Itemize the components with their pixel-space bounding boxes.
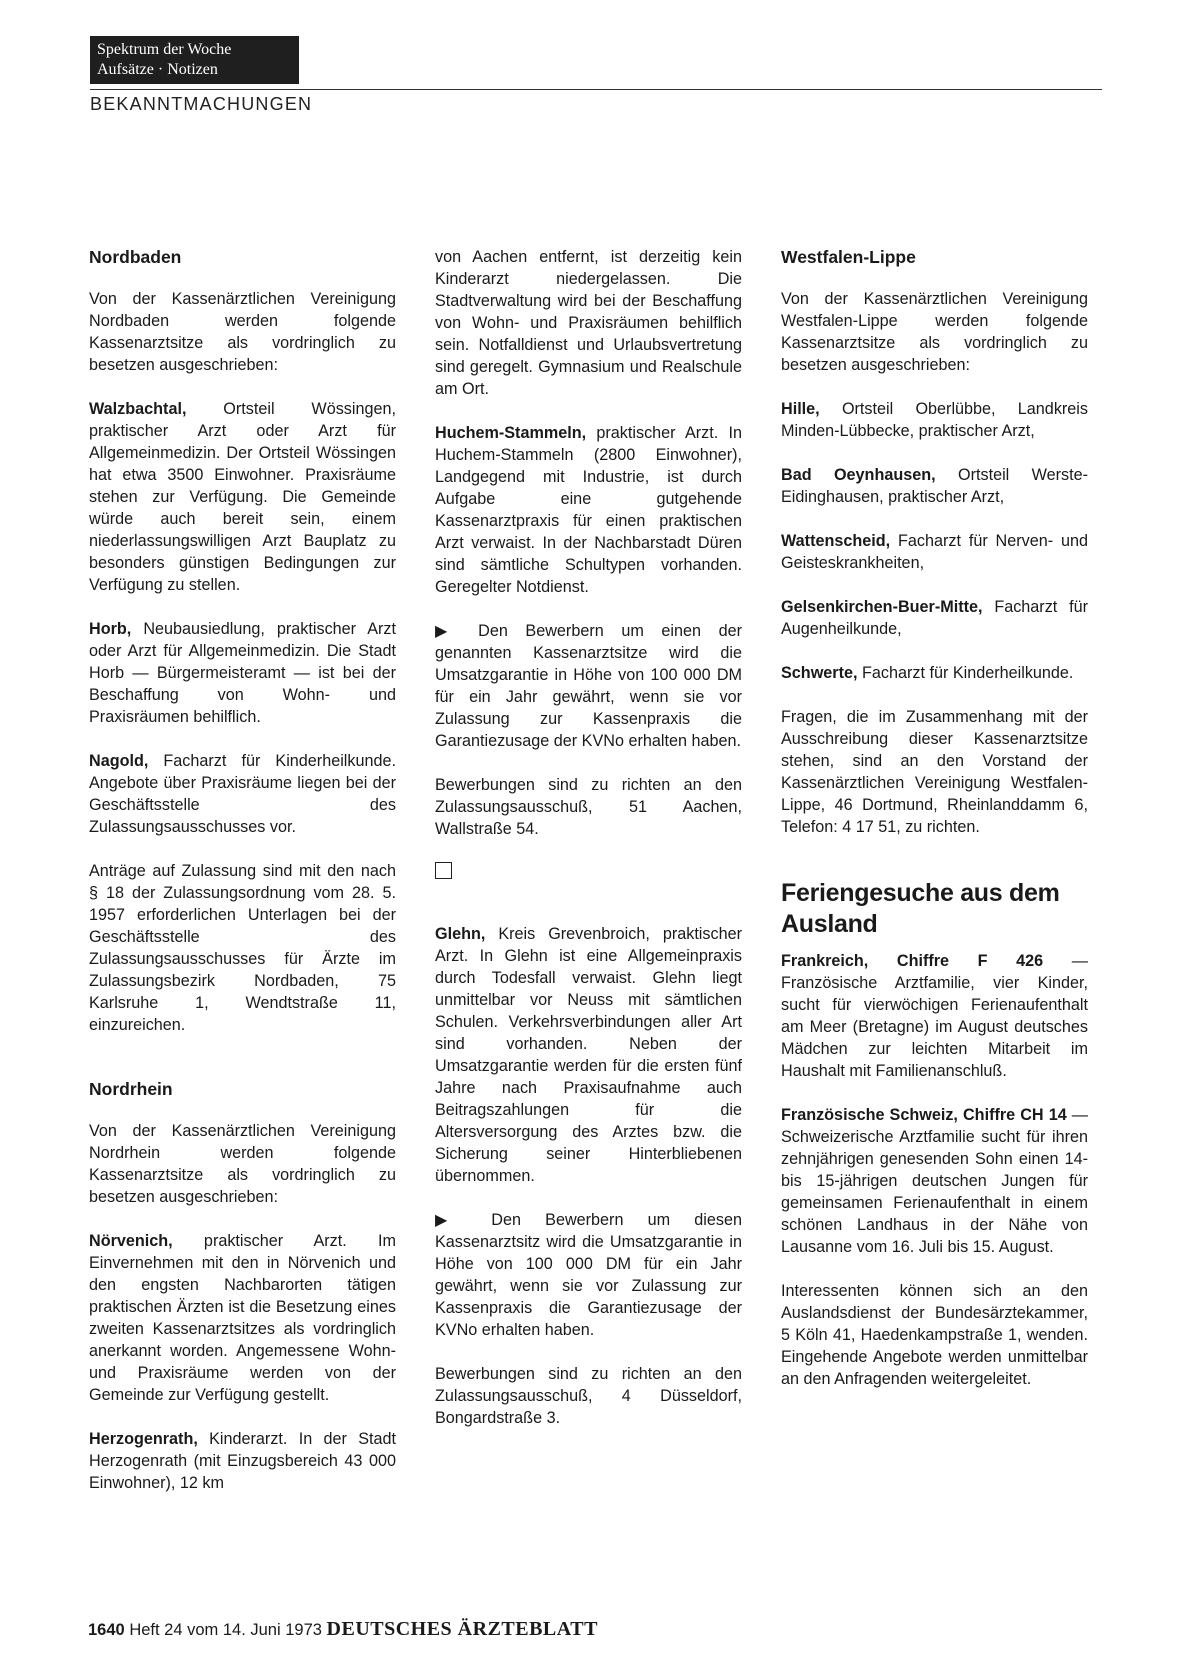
magazine-title: DEUTSCHES ÄRZTEBLATT [326, 1618, 598, 1640]
entry-place: Walzbachtal, [89, 400, 187, 418]
entry-place: Horb, [89, 620, 132, 638]
header-rule [90, 89, 1102, 90]
entry-hille [781, 398, 1088, 442]
entry-text: Facharzt für Kinderheilkunde. Angebote über Praxisräume liegen bei der Geschäftsstelle des Zulassungsausschusses vor. [89, 752, 396, 836]
entry-gelsenkirchen [781, 596, 1088, 640]
separator-box-icon [435, 862, 452, 879]
entry-place: Hille, [781, 400, 820, 418]
entry-horb [89, 618, 396, 728]
entry-text: Facharzt für Nerven- und Geisteskrankheiten, [781, 532, 1088, 572]
entry-nagold [89, 750, 396, 838]
entry-frankreich [781, 950, 1088, 1082]
page-footer [88, 1618, 598, 1641]
entry-text: Ortsteil Wössingen, praktischer Arzt oder Arzt für Allgemeinmedizin. Der Ortsteil Wössingen hat etwa 3500 Einwohner. Praxisräume stehen zur Verfügung. Die Gemeinde würde auch bereit sein, einem niederlassungswilligen Arzt Bauplatz zu besonders günstigen Bedingungen zur Verfügung zu stellen. [89, 400, 396, 594]
entry-place: Nörvenich, [89, 1232, 173, 1250]
entry-place: Glehn, [435, 925, 486, 943]
entry-text: Ortsteil Werste-Eidinghausen, praktischer Arzt, [781, 466, 1089, 506]
section-label: BEKANNTMACHUNGEN [90, 94, 313, 114]
entry-text: Neubausiedlung, praktischer Arzt oder Arzt für Allgemeinmedizin. Die Stadt Horb — Bürgermeisteramt — ist bei der Beschaffung von Wohn- und Praxisräumen behilflich. [89, 620, 396, 726]
column-1 [89, 246, 396, 1516]
entry-place: Französische Schweiz, Chiffre CH 14 [781, 1106, 1067, 1124]
paragraph-interessenten: Interessenten können sich an den Auslandsdienst der Bundesärztekammer, 5 Köln 41, Haedenkampstraße 1, wenden. Eingehende Angebote werden unmittelbar an den Anfragenden weitergeleitet. [781, 1282, 1088, 1388]
entry-text: Facharzt für Augenheilkunde, [781, 598, 1088, 638]
entry-place: Huchem-Stammeln, [435, 424, 587, 442]
heading-feriengesuche: Feriengesuche aus dem Ausland [781, 879, 1060, 938]
paragraph-bewerbungen-duesseldorf: Bewerbungen sind zu richten an den Zulassungsausschuß, 4 Düsseldorf, Bongardstraße 3. [435, 1365, 742, 1427]
entry-place: Herzogenrath, [89, 1430, 198, 1448]
entry-place: Bad Oeynhausen, [781, 466, 936, 484]
paragraph-intro-westfalen-lippe: Von der Kassenärztlichen Vereinigung Westfalen-Lippe werden folgende Kassenarztsitze als vordringlich zu besetzen ausgeschrieben: [781, 290, 1088, 374]
column-2 [435, 246, 742, 1451]
paragraph-bewerber-1: ▶ Den Bewerbern um einen der genannten Kassenarztsitze wird die Umsatzgarantie in Höhe von 100 000 DM für ein Jahr gewährt, wenn sie vor Zulassung zur Kassenpraxis die Garantiezusage der KVNo erhalten haben. [435, 622, 742, 750]
heading-westfalen-lippe: Westfalen-Lippe [781, 247, 916, 267]
paragraph-antraege: Anträge auf Zulassung sind mit den nach § 18 der Zulassungsordnung vom 28. 5. 1957 erforderlichen Unterlagen bei der Geschäftsstelle des Zulassungsausschusses für Ärzte im Zulassungsbezirk Nordbaden, 75 Karlsruhe 1, Wendtstraße 11, einzureichen. [89, 862, 396, 1034]
rubric-tag [90, 36, 299, 84]
entry-text: Kreis Grevenbroich, praktischer Arzt. In Glehn ist eine Allgemeinpraxis durch Todesfall verwaist. Glehn liegt unmittelbar vor Neuss mit sämtlichen Schulen. Verkehrsverbindungen aller Art sind vorhanden. Neben der Umsatzgarantie werden für die ersten fünf Jahre nach Praxisaufnahme auch Beitragszahlungen für die Altersversorgung des Arztes bzw. die Sicherung seiner Hinterbliebenen übernommen. [435, 925, 742, 1185]
entry-herzogenrath [89, 1428, 396, 1494]
paragraph-intro-nordbaden: Von der Kassenärztlichen Vereinigung Nordbaden werden folgende Kassenarztsitze als vordringlich zu besetzen ausgeschrieben: [89, 290, 396, 374]
entry-huchem-stammeln [435, 422, 742, 598]
entry-schwerte [781, 662, 1088, 684]
paragraph-bewerber-2: ▶ Den Bewerbern um diesen Kassenarztsitz wird die Umsatzgarantie in Höhe von 100 000 DM für ein Jahr gewährt, wenn sie vor Zulassung zur Kassenpraxis die Garantiezusage der KVNo erhalten haben. [435, 1211, 742, 1339]
heading-nordrhein: Nordrhein [89, 1079, 173, 1099]
entry-text: Facharzt für Kinderheilkunde. [857, 664, 1074, 682]
paragraph-bewerbungen-aachen: Bewerbungen sind zu richten an den Zulassungsausschuß, 51 Aachen, Wallstraße 54. [435, 776, 742, 838]
heading-nordbaden: Nordbaden [89, 247, 182, 267]
issue-info: Heft 24 vom 14. Juni 1973 [129, 1621, 322, 1639]
rubric-line-2: Aufsätze · Notizen [97, 61, 218, 78]
entry-bad-oeynhausen [781, 464, 1088, 508]
entry-text: praktischer Arzt. Im Einvernehmen mit den in Nörvenich und den engsten Nachbarorten tätigen praktischen Ärzten ist die Besetzung eines zweiten Kassenarztsitzes als vordringlich anerkannt worden. Angemessene Wohn- und Praxisräume werden von der Gemeinde zur Verfügung gestellt. [89, 1232, 396, 1404]
entry-glehn [435, 923, 742, 1187]
paragraph-intro-nordrhein: Von der Kassenärztlichen Vereinigung Nordrhein werden folgende Kassenarztsitze als vordringlich zu besetzen ausgeschrieben: [89, 1122, 396, 1206]
entry-text: Kinderarzt. In der Stadt Herzogenrath (mit Einzugsbereich 43 000 Einwohner), 12 km [89, 1430, 396, 1492]
entry-place: Gelsenkirchen-Buer-Mitte, [781, 598, 983, 616]
entry-noervenich [89, 1230, 396, 1406]
paragraph-fragen: Fragen, die im Zusammenhang mit der Ausschreibung dieser Kassenarztsitze stehen, sind an den Vorstand der Kassenärztlichen Vereinigung Westfalen-Lippe, 46 Dortmund, Rheinlanddamm 6, Telefon: 4 17 51, zu richten. [781, 708, 1088, 836]
entry-walzbachtal [89, 398, 396, 596]
entry-place: Schwerte, [781, 664, 858, 682]
entry-place: Nagold, [89, 752, 149, 770]
entry-wattenscheid [781, 530, 1088, 574]
entry-text: Ortsteil Oberlübbe, Landkreis Minden-Lübbecke, praktischer Arzt, [781, 400, 1088, 440]
rubric-line-1: Spektrum der Woche [97, 41, 232, 58]
entry-text: praktischer Arzt. In Huchem-Stammeln (2800 Einwohner), Landgegend mit Industrie, ist durch Aufgabe eine gutgehende Kassenarztpraxis für einen praktischen Arzt verwaist. In der Nachbarstadt Düren sind sämtliche Schultypen vorhanden. Geregelter Notdienst. [435, 424, 742, 596]
entry-place: Wattenscheid, [781, 532, 891, 550]
entry-schweiz [781, 1104, 1088, 1258]
paragraph-herzogenrath-cont: von Aachen entfernt, ist derzeitig kein Kinderarzt niedergelassen. Die Stadtverwaltung wird bei der Beschaffung von Wohn- und Praxisräumen behilflich sein. Notfalldienst und Urlaubsvertretung sind geregelt. Gymnasium und Realschule am Ort. [435, 248, 742, 398]
column-3 [781, 246, 1088, 1412]
entry-text: — Französische Arztfamilie, vier Kinder, sucht für vierwöchigen Ferienaufenthalt am Meer (Bretagne) im August deutsches Mädchen zur leichten Mitarbeit im Haushalt mit Familienanschluß. [781, 952, 1088, 1080]
entry-place: Frankreich, Chiffre F 426 [781, 952, 1044, 970]
page-number: 1640 [88, 1621, 125, 1639]
entry-text: — Schweizerische Arztfamilie sucht für ihren zehnjährigen genesenden Sohn einen 14- bis 15-jährigen deutschen Jungen für gemeinsamen Ferienaufenthalt in einem schönen Landhaus in der Nähe von Lausanne vom 16. Juli bis 15. August. [781, 1106, 1088, 1256]
